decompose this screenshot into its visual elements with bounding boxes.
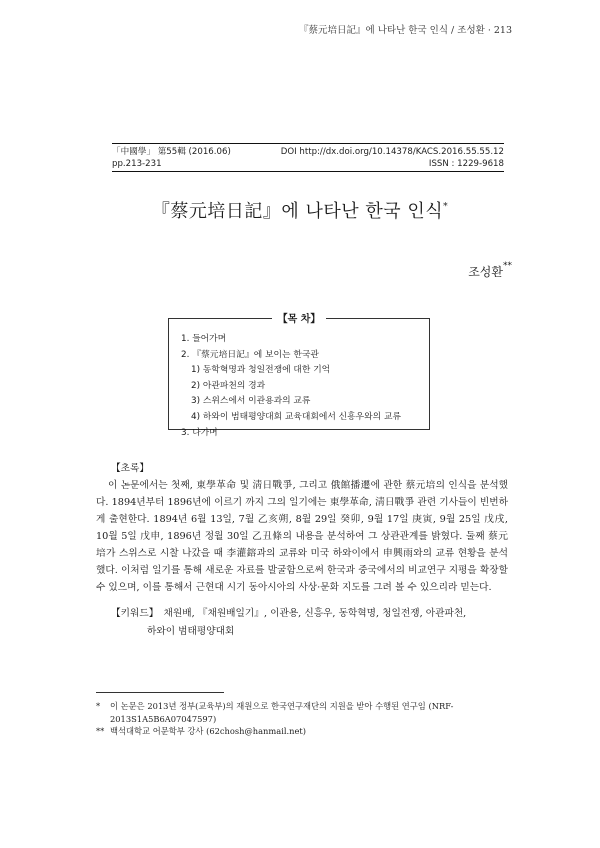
toc-item: 1) 동학혁명과 청일전쟁에 대한 기억: [191, 365, 331, 376]
keywords-label: 【키워드】: [111, 608, 159, 619]
page-range: pp.213-231: [112, 159, 162, 169]
issn: ISSN : 1229-9618: [428, 159, 504, 169]
table-of-contents: [168, 314, 430, 438]
author-footnote-mark: **: [503, 261, 512, 271]
author-name: 조성환: [468, 265, 503, 279]
toc-item: 3) 스위스에서 이관용과의 교류: [191, 396, 311, 407]
abstract-label: 【초록】: [111, 463, 150, 474]
paper-title: [0, 197, 600, 223]
toc-heading: 【목 차】: [272, 314, 327, 325]
title-footnote-mark: *: [443, 202, 449, 212]
journal-name: 「中國學」 第55輯 (2016.06): [112, 147, 231, 157]
toc-heading-wrap: [169, 310, 429, 325]
footnote-mark: **: [96, 726, 105, 736]
toc-item: 3. 나가며: [181, 427, 218, 438]
keywords-line-1: 채원배, 『채원배일기』, 이관용, 신흥우, 동학혁명, 청일전쟁, 아관파천,: [163, 608, 467, 619]
footnote-rule: [96, 692, 224, 693]
footnote-text: 백석대학교 어문학부 강사 (62chosh@hanmail.net): [110, 726, 306, 736]
running-header: 『蔡元培日記』에 나타난 한국 인식 / 조성환 · 213: [299, 25, 512, 36]
paper-title-text: 『蔡元培日記』에 나타난 한국 인식: [151, 201, 444, 222]
abstract-body: 이 논문에서는 첫째, 東學革命 및 淸日戰爭, 그리고 俄館播遷에 관한 蔡元培의 인식을 분석했다. 1894년부터 1896년에 이르기 까지 그의 일기에는 東學革命, 淸日戰爭 관련 기사들이 빈번하게 출현한다. 1894년 6월 13일, 7월 乙亥朔, 8월 29일 癸卯, 9월 17일 庚寅, 9월 25일 戊戌, 10월 5일 戊申, 1896년 정월 30일 乙丑條의 내용을 분석하여 그 상관관계를 밝혔다. 둘째 蔡元培가 스위스로 시찰 나갔을 때 李灌鎔과의 교류와 미국 하와이에서 申興雨와의 교류 현황을 분석했다. 이처럼 일기를 통해 새로운 자료를 발굴함으로써 한국과 중국에서의 비교연구 지평을 확장할 수 있으며, 이를 통해서 근현대 시기 동아시아의 사상·문화 지도를 그려 볼 수 있으리라 믿는다.: [96, 480, 508, 593]
toc-item: 4) 하와이 범태평양대회 교육대회에서 신흥우와의 교류: [191, 411, 401, 422]
keywords: [111, 605, 511, 641]
toc-list: [181, 332, 425, 441]
doi-link[interactable]: DOI http://dx.doi.org/10.14378/KACS.2016.55.55.12: [280, 147, 504, 157]
toc-item: 2) 아관파천의 경과: [191, 380, 266, 391]
footnote-text: 이 논문은 2013년 정부(교육부)의 재원으로 한국연구재단의 지원을 받아 수행된 연구임 (NRF-2013S1A5B6A07047597): [110, 701, 454, 724]
author: [468, 261, 512, 280]
footnotes: [96, 700, 516, 738]
journal-meta: [112, 143, 504, 172]
toc-item: 1. 들어가며: [181, 334, 227, 344]
toc-item: 2. 『蔡元培日記』에 보이는 한국관: [181, 349, 319, 360]
footnote: [96, 700, 516, 725]
footnote: [96, 725, 516, 738]
keywords-line-2: 하와이 범태평양대회: [147, 626, 235, 637]
footnote-mark: *: [96, 701, 101, 711]
